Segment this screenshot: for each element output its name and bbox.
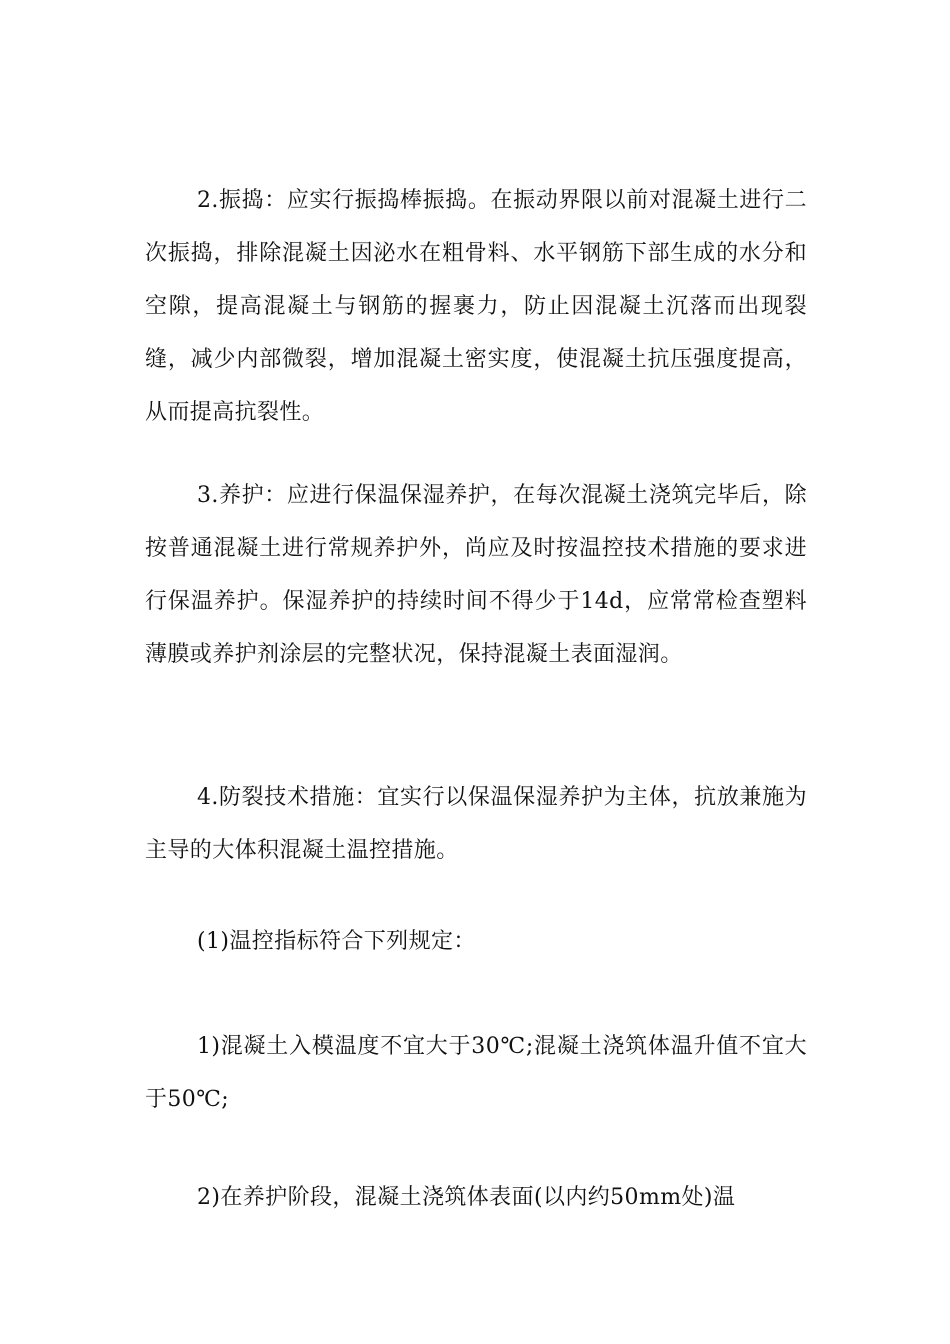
paragraph-crack-prevention: 4.防裂技术措施：宜实行以保温保湿养护为主体，抗放兼施为主导的大体积混凝土温控措施。 — [145, 785, 807, 863]
paragraph-item-1: 1)混凝土入模温度不宜大于30℃;混凝土浇筑体温升值不宜大于50℃; — [145, 1034, 807, 1112]
paragraph-vibration: 2.振捣：应实行振捣棒振捣。在振动界限以前对混凝土进行二次振捣，排除混凝土因泌水在粗骨料、水平钢筋下部生成的水分和空隙，提高混凝土与钢筋的握裹力，防止因混凝土沉落而出现裂缝，减少内部微裂，增加混凝土密实度，使混凝土抗压强度提高，从而提高抗裂性。 — [145, 188, 807, 425]
paragraph-temperature-indicators: (1)温控指标符合下列规定： — [197, 929, 476, 954]
paragraph-curing: 3.养护：应进行保温保湿养护，在每次混凝土浇筑完毕后，除按普通混凝土进行常规养护外，尚应及时按温控技术措施的要求进行保温养护。保湿养护的持续时间不得少于14d，应常常检查塑料薄膜或养护剂涂层的完整状况，保持混凝土表面湿润。 — [145, 483, 807, 667]
paragraph-item-2: 2)在养护阶段，混凝土浇筑体表面(以内约50mm处)温 — [197, 1185, 736, 1210]
